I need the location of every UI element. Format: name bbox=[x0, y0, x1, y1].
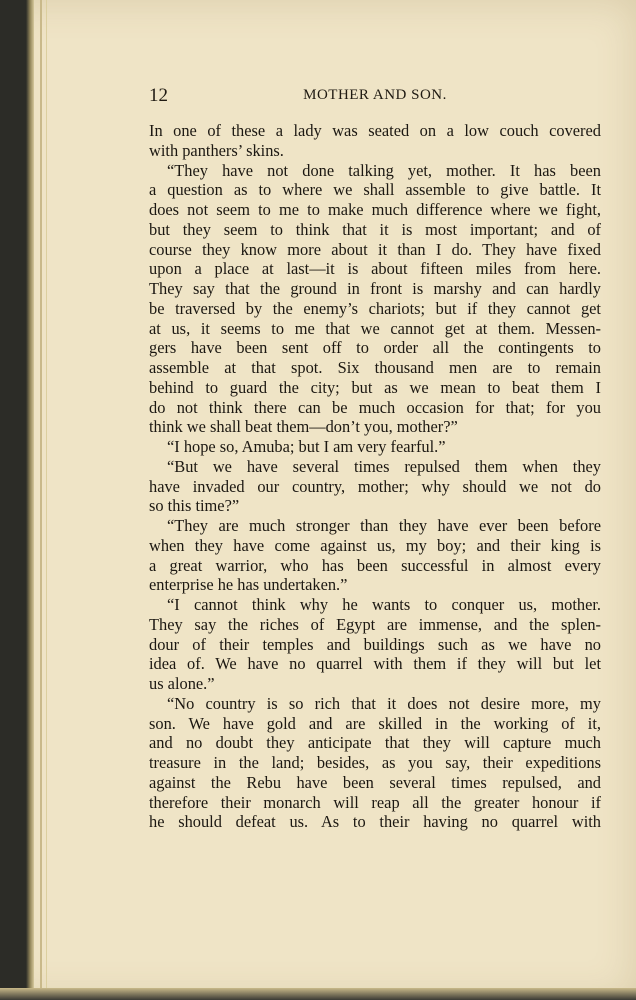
text-line: “I cannot think why he wants to conquer us, mother. bbox=[167, 595, 601, 614]
text-line: a question as to where we shall assemble to give battle. It bbox=[149, 180, 601, 200]
text-line: he should defeat us. As to their having no quarrel with bbox=[149, 812, 601, 832]
text-line: a great warrior, who has been successful in almost every bbox=[149, 555, 601, 575]
text-line: at us, it seems to me that we cannot get at them. Messen- bbox=[149, 318, 601, 338]
text-line: therefore their monarch will reap all the greater honour if bbox=[149, 792, 601, 812]
text-line: idea of. We have no quarrel with them if they will but let bbox=[149, 654, 601, 674]
text-line: “But we have several times repulsed them when they bbox=[167, 456, 601, 476]
book-binding bbox=[0, 0, 34, 1000]
text-line: us alone.” bbox=[149, 674, 215, 693]
gutter-line bbox=[40, 0, 42, 1000]
text-line: dour of their temples and buildings such as we have no bbox=[149, 634, 601, 654]
gutter-line bbox=[46, 0, 47, 1000]
text-line: “No country is so rich that it does not desire more, my bbox=[167, 693, 601, 713]
text-line: does not seem to me to make much difference where we fight, bbox=[149, 200, 601, 219]
text-line: think we shall beat them—don’t you, mother?” bbox=[149, 417, 458, 437]
page-header bbox=[149, 85, 601, 109]
text-line: when they have come against us, my boy; and their king is bbox=[149, 535, 601, 555]
text-line: gers have been sent off to order all the contingents to bbox=[149, 338, 601, 358]
running-head: MOTHER AND SON. bbox=[303, 87, 447, 103]
text-line: be traversed by the enemy’s chariots; but if they cannot get bbox=[149, 298, 601, 318]
text-line: “They have not done talking yet, mother. It has been bbox=[167, 160, 601, 180]
text-line: and no doubt they anticipate that they will capture much bbox=[149, 733, 601, 753]
text-line: against the Rebu have been several times repulsed, and bbox=[149, 772, 601, 792]
text-line: “They are much stronger than they have ever been before bbox=[167, 516, 601, 535]
text-line: behind to guard the city; but as we mean to beat them I bbox=[149, 377, 601, 397]
text-line: treasure in the land; besides, as you say, their expeditions bbox=[149, 753, 601, 772]
text-line: “I hope so, Amuba; but I am very fearful.” bbox=[167, 437, 446, 456]
text-line: so this time?” bbox=[149, 496, 240, 516]
text-line: They say that the ground in front is marshy and can hardly bbox=[149, 279, 601, 298]
text-line: upon a place at last—it is about fifteen miles from here. bbox=[149, 259, 601, 279]
body-text bbox=[149, 121, 601, 832]
text-line: assemble at that spot. Six thousand men are to remain bbox=[149, 358, 601, 377]
text-line: son. We have gold and are skilled in the working of it, bbox=[149, 713, 601, 733]
text-line: enterprise he has undertaken.” bbox=[149, 575, 348, 595]
text-line: They say the riches of Egypt are immense, and the splen- bbox=[149, 614, 601, 634]
page-number: 12 bbox=[149, 85, 168, 106]
text-line: have invaded our country, mother; why should we not do bbox=[149, 476, 601, 496]
text-line: course they know more about it than I do. They have fixed bbox=[149, 239, 601, 259]
page-bottom-edge bbox=[0, 988, 636, 1000]
text-line: with panthers’ skins. bbox=[149, 140, 284, 160]
text-line: do not think there can be much occasion for that; for you bbox=[149, 397, 601, 417]
text-line: but they seem to think that it is most important; and of bbox=[149, 219, 601, 239]
text-line: In one of these a lady was seated on a low couch covered bbox=[149, 121, 601, 140]
